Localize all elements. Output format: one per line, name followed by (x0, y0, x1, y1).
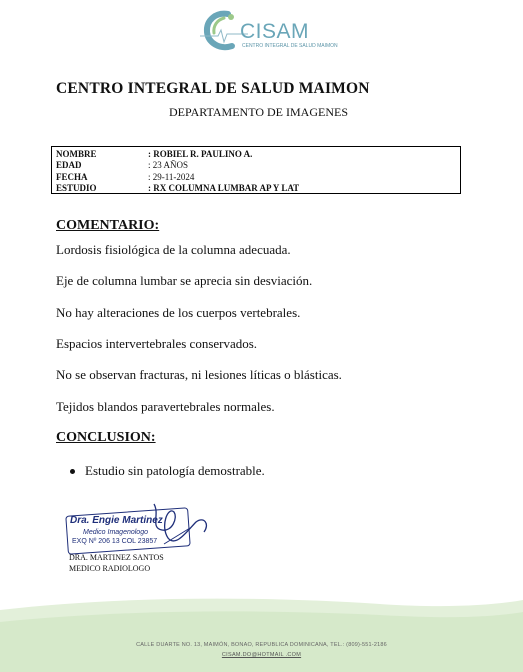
finding-item: Espacios intervertebrales conservados. (56, 336, 258, 351)
comment-heading: COMENTARIO: (56, 218, 160, 233)
footer-wave (0, 590, 523, 672)
stamp-name: Dra. Engie Martinez (70, 515, 163, 526)
name-label: NOMBRE (56, 149, 97, 159)
patient-info-box (51, 146, 461, 194)
age-value: : 23 AÑOS (148, 160, 189, 170)
study-value: : RX COLUMNA LUMBAR AP Y LAT (148, 183, 300, 193)
conclusion-text: Estudio sin patología demostrable. (85, 463, 265, 478)
department-title: DEPARTAMENTO DE IMAGENES (169, 105, 348, 119)
doctor-name: DRA. MARTINEZ SANTOS (69, 553, 164, 562)
study-label: ESTUDIO (56, 183, 97, 193)
doctor-title: MEDICO RADIOLOGO (69, 564, 151, 573)
cisam-logo (198, 8, 338, 54)
date-value: : 29-11-2024 (148, 172, 195, 182)
date-label: FECHA (56, 172, 88, 182)
stamp-specialty: Medico Imagenologo (83, 529, 148, 536)
document-title: CENTRO INTEGRAL DE SALUD MAIMON (56, 80, 370, 97)
finding-item: Eje de columna lumbar se aprecia sin desviación. (56, 273, 313, 288)
stamp-exequatur: EXQ Nº 206 13 COL 23857 (72, 538, 158, 545)
signature-scribble-icon (64, 500, 212, 556)
finding-item: No se observan fracturas, ni lesiones líticas o blásticas. (56, 367, 342, 382)
conclusion-item (70, 463, 265, 479)
conclusion-heading: CONCLUSION: (56, 430, 156, 445)
logo-subtitle: CENTRO INTEGRAL DE SALUD MAIMON (242, 43, 338, 49)
finding-item: Lordosis fisiológica de la columna adecuada. (56, 242, 291, 257)
age-label: EDAD (56, 160, 82, 170)
footer-email-link[interactable]: CISAM.DO@HOTMAIL .COM (221, 652, 302, 658)
name-value: : ROBIEL R. PAULINO A. (148, 149, 253, 159)
signature-stamp (64, 500, 212, 556)
finding-item: No hay alteraciones de los cuerpos vertebrales. (56, 305, 301, 320)
finding-item: Tejidos blandos paravertebrales normales. (56, 399, 275, 414)
logo-name: CISAM (240, 20, 310, 43)
footer-address: CALLE DUARTE NO. 13, MAIMÓN, BONAO, REPUBLICA DOMINICANA, TEL.: (809)-551-2186 (136, 642, 387, 648)
bullet-icon (70, 469, 75, 474)
